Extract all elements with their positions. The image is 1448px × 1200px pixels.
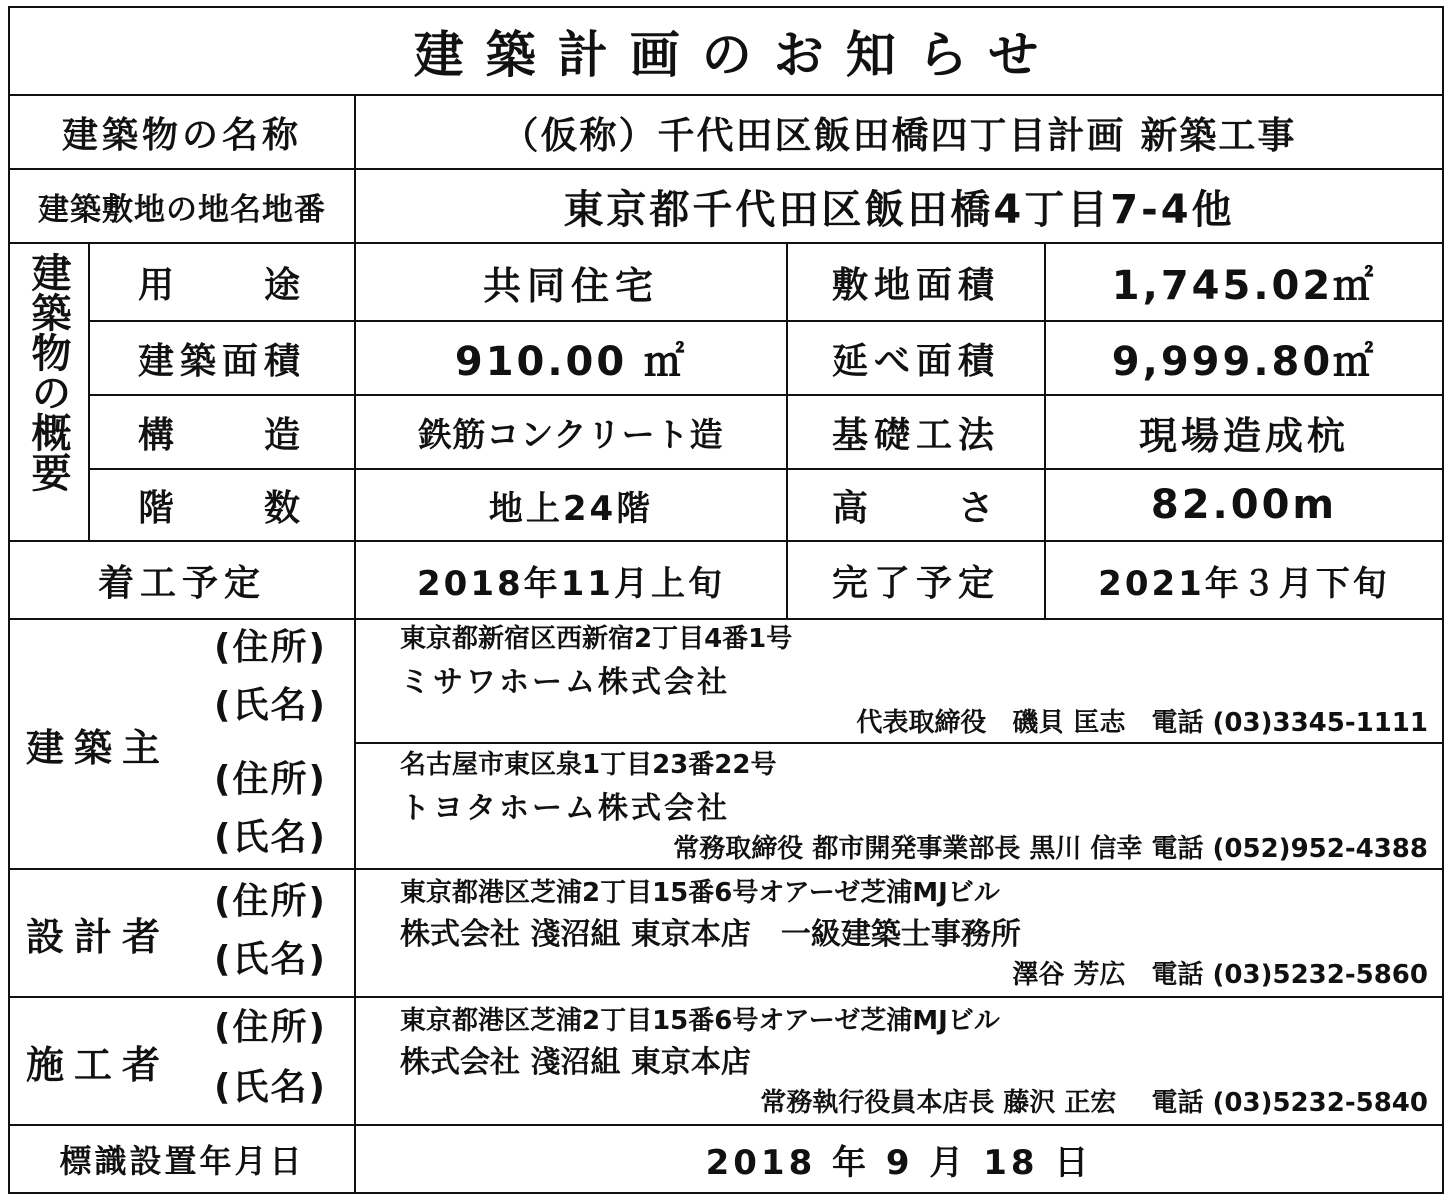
designer-representative: 澤谷 芳広 電話 (03)5232-5860 [1012,960,1428,990]
floors-label: 階 数 [137,487,306,529]
contractor-address: 東京都港区芝浦2丁目15番6号オアーゼ芝浦MJビル [400,1006,1000,1036]
completion-value: 2021年３月下旬 [1098,563,1390,604]
designer-company: 株式会社 淺沼組 東京本店 一級建築士事務所 [400,917,1021,952]
start-value: 2018年11月上旬 [417,563,725,604]
site-area-value: 1,745.02㎡ [1111,262,1377,309]
height-label: 高 さ [831,487,1000,529]
posted-date-label: 標識設置年月日 [59,1142,305,1180]
structure-label: 構 造 [137,414,306,456]
address-sublabel: (住所) [214,1007,327,1048]
floors-value: 地上24階 [488,488,654,529]
building-plan-notice-board [8,6,1444,1194]
owner-2-address: 名古屋市東区泉1丁目23番22号 [400,750,777,780]
owner-1-representative: 代表取締役 磯貝 匡志 電話 (03)3345-1111 [856,708,1428,738]
foundation-label: 基礎工法 [831,414,1000,456]
building-name-value: （仮称）千代田区飯田橋四丁目計画 新築工事 [501,114,1297,157]
use-value: 共同住宅 [482,263,659,308]
owner-1-company: ミサワホーム株式会社 [400,665,730,700]
structure-value: 鉄筋コンクリート造 [418,414,724,454]
contractor-representative: 常務執行役員本店長 藤沢 正宏 電話 (03)5232-5840 [760,1088,1428,1118]
start-label: 着工予定 [97,562,266,604]
owner-label: 建築主 [26,725,171,770]
overview-label: 建築物の概要 [25,252,71,492]
contractor-company: 株式会社 淺沼組 東京本店 [400,1045,751,1080]
name-sublabel: (氏名) [214,685,327,726]
address-sublabel: (住所) [214,759,327,800]
site-address-value: 東京都千代田区飯田橋4丁目7-4他 [563,186,1235,233]
name-sublabel: (氏名) [214,939,327,980]
contractor-label: 施工者 [26,1042,171,1087]
designer-address: 東京都港区芝浦2丁目15番6号オアーゼ芝浦MJビル [400,878,1000,908]
rule [10,996,1442,998]
site-address-label: 建築敷地の地名地番 [38,191,326,228]
floor-area-value: 9,999.80㎡ [1111,338,1377,385]
building-area-value: 910.00 ㎡ [454,338,688,385]
notice-title: 建築計画のお知らせ [413,26,1061,84]
owner-2-company: トヨタホーム株式会社 [400,791,730,826]
address-sublabel: (住所) [214,627,327,668]
posted-date-value: 2018 年 9 月 18 日 [705,1142,1093,1183]
name-sublabel: (氏名) [214,1067,327,1108]
owner-2-representative: 常務取締役 都市開発事業部長 黒川 信幸 電話 (052)952-4388 [673,834,1428,864]
designer-label: 設計者 [26,914,171,959]
rule [10,618,1442,620]
rule [354,742,1442,744]
name-sublabel: (氏名) [214,817,327,858]
rule [10,868,1442,870]
site-area-label: 敷地面積 [831,264,1000,306]
owner-1-address: 東京都新宿区西新宿2丁目4番1号 [400,624,793,654]
height-value: 82.00m [1150,482,1338,528]
address-sublabel: (住所) [214,881,327,922]
completion-label: 完了予定 [831,562,1000,604]
building-name-label: 建築物の名称 [61,114,302,156]
building-area-label: 建築面積 [137,340,306,382]
floor-area-label: 延べ面積 [831,340,1000,382]
foundation-value: 現場造成杭 [1138,413,1349,458]
use-label: 用 途 [137,264,306,306]
